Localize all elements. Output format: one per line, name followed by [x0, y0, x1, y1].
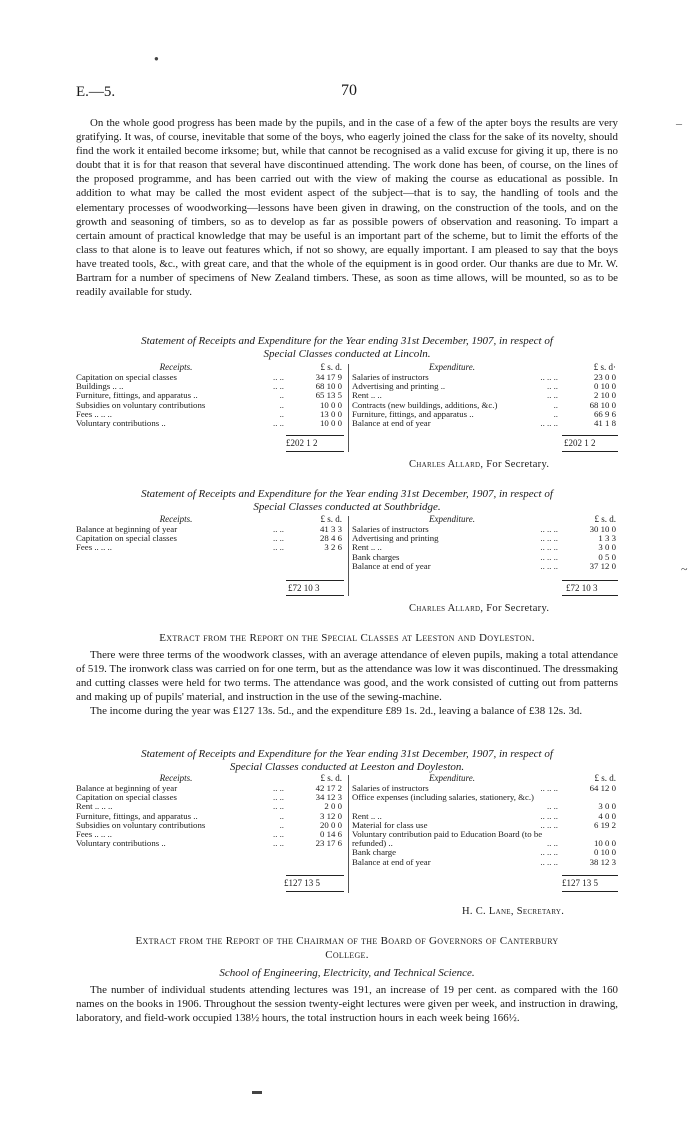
dot-leader: .. ..	[547, 801, 558, 812]
account-row-amount: 41 3 3	[320, 524, 342, 534]
receipts-total: £72 10 3	[288, 583, 320, 593]
total-rule	[286, 875, 344, 876]
account-row	[352, 382, 618, 391]
statement-title-line: Statement of Receipts and Expenditure for the Year ending 31st December, 1907, in respect of	[141, 748, 553, 760]
account-row	[352, 419, 618, 428]
document-code: E.—5.	[76, 84, 116, 100]
statement-southbridge-title	[76, 488, 618, 514]
canterbury-heading	[76, 934, 618, 962]
expenditure-heading: Expenditure.	[429, 514, 475, 524]
column-divider	[348, 364, 349, 452]
dot-leader: ..	[279, 408, 284, 419]
expenditure-total: £202 1 2	[564, 438, 596, 448]
account-row-label: Voluntary contribution paid to Education Board (to be refunded) ..	[352, 828, 543, 849]
account-row-amount: 10 0 0	[594, 838, 616, 849]
account-row	[352, 858, 618, 867]
statement-lincoln-title	[76, 335, 618, 361]
account-row-amount: 68 10 0	[315, 381, 342, 392]
total-rule	[562, 451, 618, 452]
section-heading-text: Extract from the Report on the Special Classes at Leeston and Doyleston.	[159, 632, 535, 644]
expenditure-total: £127 13 5	[562, 878, 598, 888]
canterbury-text-block	[76, 983, 618, 1025]
dot-leader: .. ..	[273, 381, 284, 392]
account-row-label: Salaries of instructors	[352, 372, 429, 382]
account-row-amount: 28 4 6	[320, 533, 342, 544]
account-row-amount: 23 0 0	[594, 372, 616, 382]
account-row-label: Balance at end of year	[352, 560, 431, 571]
account-row-amount: 0 14 6	[320, 828, 342, 839]
total-rule	[286, 451, 344, 452]
dot-leader: .. .. ..	[540, 819, 558, 830]
intro-paragraph-block	[76, 116, 618, 299]
statement-leeston-table	[76, 773, 618, 903]
receipts-column	[76, 773, 344, 848]
account-row	[76, 821, 344, 830]
account-row	[76, 839, 344, 848]
lsd-heading: £ s. d.	[320, 773, 342, 783]
account-row-amount: 65 13 5	[315, 390, 342, 401]
dot-leader: ..	[553, 408, 558, 419]
account-row-label: Salaries of instructors	[352, 783, 429, 793]
total-rule	[562, 595, 618, 596]
receipts-heading: Receipts.	[159, 773, 193, 783]
dot-leader: .. ..	[273, 783, 284, 793]
account-row-label: Balance at beginning of year	[76, 783, 178, 793]
account-row	[352, 830, 618, 848]
total-rule	[286, 595, 344, 596]
account-row-amount: 13 0 0	[320, 408, 342, 419]
dot-leader: .. ..	[273, 801, 284, 812]
canterbury-subheading: School of Engineering, Electricity, and Technical Science.	[219, 967, 475, 979]
dot-leader: .. .. ..	[540, 551, 558, 562]
account-row-label: Rent .. ..	[352, 390, 382, 401]
account-row-amount: 1 3 3	[598, 533, 616, 544]
canterbury-paragraph: The number of individual students attending lectures was 191, an increase of 19 per cent. as compared with the 160 names on the books in 1906. Throughout the session twenty-eight lectures were given per week, and instruction in drawing, laboratory, and field-work occupied 138½ hours, the total instruction hours in each week being 166½.	[76, 984, 618, 1025]
dot-leader: .. .. ..	[540, 847, 558, 858]
total-rule	[286, 891, 344, 892]
statement-title-line: Statement of Receipts and Expenditure for the Year ending 31st December, 1907, in respect of	[141, 488, 553, 500]
expenditure-heading: Expenditure.	[429, 362, 475, 372]
account-row-label: Advertising and printing	[352, 533, 439, 544]
receipts-total: £202 1 2	[286, 438, 318, 448]
dot-leader: .. ..	[273, 524, 284, 534]
account-row-amount: 34 17 9	[315, 372, 342, 382]
statement-southbridge-table	[76, 514, 618, 604]
account-row-label: Voluntary contributions ..	[76, 417, 166, 428]
account-row-label: Material for class use	[352, 819, 428, 830]
account-row	[76, 793, 344, 802]
statement-title-line: Special Classes conducted at Southbridge.	[253, 500, 441, 513]
leeston-heading	[76, 631, 618, 645]
dot-leader: ..	[279, 810, 284, 821]
account-row-label: Rent .. ..	[352, 810, 382, 821]
total-rule	[286, 435, 344, 436]
account-row	[352, 793, 618, 811]
receipts-heading: Receipts.	[159, 362, 193, 372]
account-row-amount: 3 12 0	[320, 810, 342, 821]
intro-paragraph: On the whole good progress has been made by the pupils, and in the case of a few of the apter boys the results are very gratifying. It was, of course, inevitable that some of the boys, who eagerly joined the class for the sake of its novelty, should find the work it entailed become irksome; but, while that cannot be recognised as a valid excuse for giving it up, there is no doubt that it is for that reason that several have discontinued attending. The work done has been, of course, on the lines of the proposed programme, and has been carried out with the view of making the course as educational as possible. In addition to what may be called the most evident aspect of the subject—that is to say, the handling of tools and the elementary processes of woodworking—lessons have been given in drawing, on the construction of the tools, and on the growth and seasoning of timbers, so as to develop as far as possible powers of observation and reasoning. To impart a certain amount of practical knowledge that may be useful is an important part of the scheme, but to limit the efforts of the class to that alone is to leave out features which, if not so showy, are equally important. I am pleased to say that the boys have treated tools, &c., with great care, and that the whole of the equipment is in good order. Our thanks are due to Mr. W. Bartram for a number of specimens of New Zealand timbers. These, as soon as time allows, will be mounted, so as to be readily available for study.	[76, 117, 618, 299]
account-row-label: Furniture, fittings, and apparatus ..	[76, 810, 198, 821]
statement-title-line: Special Classes conducted at Lincoln.	[263, 347, 431, 360]
account-row-label: Furniture, fittings, and apparatus ..	[76, 390, 198, 401]
account-row-label: Voluntary contributions ..	[76, 838, 166, 849]
account-row-amount: 2 0 0	[324, 801, 342, 812]
account-row-label: Capitation on special classes	[76, 792, 177, 803]
dot-leader: .. .. ..	[540, 417, 558, 428]
account-row-label: Rent .. ..	[352, 542, 382, 553]
account-row	[76, 419, 344, 428]
expenditure-column	[352, 514, 618, 571]
dot-leader: ..	[553, 399, 558, 410]
statement-lincoln-table	[76, 362, 618, 472]
account-row-amount: 3 0 0	[598, 801, 616, 812]
account-row-label: Furniture, fittings, and apparatus ..	[352, 408, 474, 419]
account-row-amount: 2 10 0	[594, 390, 616, 401]
dot-leader: .. .. ..	[540, 372, 558, 382]
account-row-amount: 64 12 0	[589, 783, 616, 793]
page-number: 70	[341, 82, 357, 99]
total-rule	[562, 891, 618, 892]
account-row-amount: 20 0 0	[320, 819, 342, 830]
total-rule	[562, 435, 618, 436]
lsd-heading: £ s. d.	[320, 362, 342, 372]
account-row-amount: 23 17 6	[315, 838, 342, 849]
dot-leader: .. ..	[273, 542, 284, 553]
dot-leader: .. ..	[547, 381, 558, 392]
account-row-label: Capitation on special classes	[76, 372, 177, 382]
statement-leeston-title	[76, 748, 618, 774]
account-row-amount: 38 12 3	[589, 856, 616, 867]
account-row	[76, 534, 344, 543]
statement-title-line: Special Classes conducted at Leeston and Doyleston.	[229, 760, 465, 773]
account-row-amount: 0 10 0	[594, 847, 616, 858]
lsd-heading: £ s. d·	[593, 362, 616, 372]
account-row-amount: 42 17 2	[315, 783, 342, 793]
dot-leader: ..	[279, 399, 284, 410]
account-row-amount: 10 0 0	[320, 417, 342, 428]
section-heading-text: College.	[325, 949, 369, 961]
account-row-label: Bank charges	[352, 551, 400, 562]
signature-name: Charles Allard,	[409, 603, 484, 614]
dot-leader: .. ..	[273, 838, 284, 849]
account-row-label: Fees .. .. ..	[76, 408, 112, 419]
expenditure-heading: Expenditure.	[429, 773, 475, 783]
dot-leader: ..	[279, 390, 284, 401]
dot-leader: .. ..	[273, 417, 284, 428]
dot-leader: .. ..	[273, 792, 284, 803]
account-row	[352, 534, 618, 543]
account-row-amount: 0 5 0	[598, 551, 616, 562]
account-row-label: Capitation on special classes	[76, 533, 177, 544]
lsd-heading: £ s. d.	[320, 514, 342, 524]
dot-leader: .. ..	[547, 838, 558, 849]
dot-leader: .. .. ..	[540, 856, 558, 867]
column-divider	[348, 516, 349, 596]
account-row-label: Office expenses (including salaries, stationery, &c.)	[352, 792, 534, 803]
account-row-label: Subsidies on voluntary contributions	[76, 399, 206, 410]
account-row	[76, 543, 344, 552]
total-rule	[562, 875, 618, 876]
account-row	[76, 401, 344, 410]
total-rule	[286, 580, 344, 581]
signature-role: For Secretary.	[486, 603, 550, 614]
leeston-paragraph-2: The income during the year was £127 13s. 5d., and the expenditure £89 1s. 2d., leaving a balance of £38 12s. 3d.	[90, 705, 583, 718]
account-row-amount: 4 0 0	[598, 810, 616, 821]
account-row-amount: 66 9 6	[594, 408, 616, 419]
signature-name: Charles Allard,	[409, 459, 484, 470]
scan-edge-mark: –	[676, 116, 682, 130]
scan-dot-mark: ●	[154, 54, 159, 63]
expenditure-column	[352, 773, 618, 867]
account-row-amount: 6 19 2	[594, 819, 616, 830]
total-rule	[562, 580, 618, 581]
dot-leader: .. ..	[273, 533, 284, 544]
statement-leeston-signature: H. C. Lane, Secretary.	[462, 906, 565, 917]
account-row-label: Fees .. .. ..	[76, 542, 112, 553]
account-row-label: Salaries of instructors	[352, 524, 429, 534]
lsd-heading: £ s. d.	[594, 773, 616, 783]
dot-leader: .. ..	[273, 372, 284, 382]
account-row-amount: 34 12 3	[315, 792, 342, 803]
signature-role: For Secretary.	[486, 459, 550, 470]
account-row-amount: 3 2 6	[324, 542, 342, 553]
account-row-amount: 68 10 0	[589, 399, 616, 410]
account-row-label: Balance at beginning of year	[76, 524, 178, 534]
account-row-amount: 37 12 0	[589, 560, 616, 571]
account-row-amount: 3 0 0	[598, 542, 616, 553]
statement-lincoln-signature	[409, 459, 549, 470]
dot-leader: .. .. ..	[540, 524, 558, 534]
scan-edge-mark: ~	[681, 562, 688, 576]
account-row-label: Balance at end of year	[352, 417, 431, 428]
receipts-total: £127 13 5	[284, 878, 320, 888]
account-row-amount: 41 1 8	[594, 417, 616, 428]
statement-southbridge-signature	[409, 603, 549, 614]
section-heading-text: Extract from the Report of the Chairman of the Board of Governors of Canterbury	[135, 935, 559, 947]
account-row-amount: 0 10 0	[594, 381, 616, 392]
leeston-paragraph-1: There were three terms of the woodwork classes, with an average attendance of eleven pupils, making a total attendance of 519. The ironwork class was carried on for one term, but as the attendance was low it was discontinued. The dressmaking and cutting classes were held for two terms. The attendance was good, and the work consisted of cutting out from patterns and making up of pupils' material, and instruction in the use of the sewing-machine.	[76, 649, 618, 704]
lsd-heading: £ s. d.	[594, 514, 616, 524]
expenditure-total: £72 10 3	[566, 583, 598, 593]
dot-leader: .. ..	[547, 390, 558, 401]
dot-leader: .. .. ..	[540, 542, 558, 553]
scan-dash-mark: ▬	[252, 1086, 262, 1097]
dot-leader: .. .. ..	[540, 560, 558, 571]
receipts-heading: Receipts.	[159, 514, 193, 524]
account-row-label: Advertising and printing ..	[352, 381, 446, 392]
account-row-label: Balance at end of year	[352, 856, 431, 867]
dot-leader: .. ..	[273, 828, 284, 839]
account-row-label: Rent .. .. ..	[76, 801, 113, 812]
account-row-label: Buildings .. ..	[76, 381, 124, 392]
account-row	[352, 562, 618, 571]
account-row-amount: 30 10 0	[589, 524, 616, 534]
account-row-label: Contracts (new buildings, additions, &c.)	[352, 399, 498, 410]
dot-leader: ..	[279, 819, 284, 830]
dot-leader: .. .. ..	[540, 533, 558, 544]
account-row-label: Fees .. .. ..	[76, 828, 112, 839]
account-row-amount: 10 0 0	[320, 399, 342, 410]
dot-leader: .. .. ..	[540, 810, 558, 821]
statement-title-line: Statement of Receipts and Expenditure for the Year ending 31st December, 1907, in respect of	[141, 335, 553, 347]
dot-leader: .. .. ..	[540, 783, 558, 793]
column-divider	[348, 775, 349, 893]
expenditure-column	[352, 362, 618, 428]
receipts-column	[76, 362, 344, 428]
receipts-column	[76, 514, 344, 553]
leeston-text-block	[76, 648, 618, 718]
account-row-label: Bank charge	[352, 847, 397, 858]
account-row-label: Subsidies on voluntary contributions	[76, 819, 206, 830]
